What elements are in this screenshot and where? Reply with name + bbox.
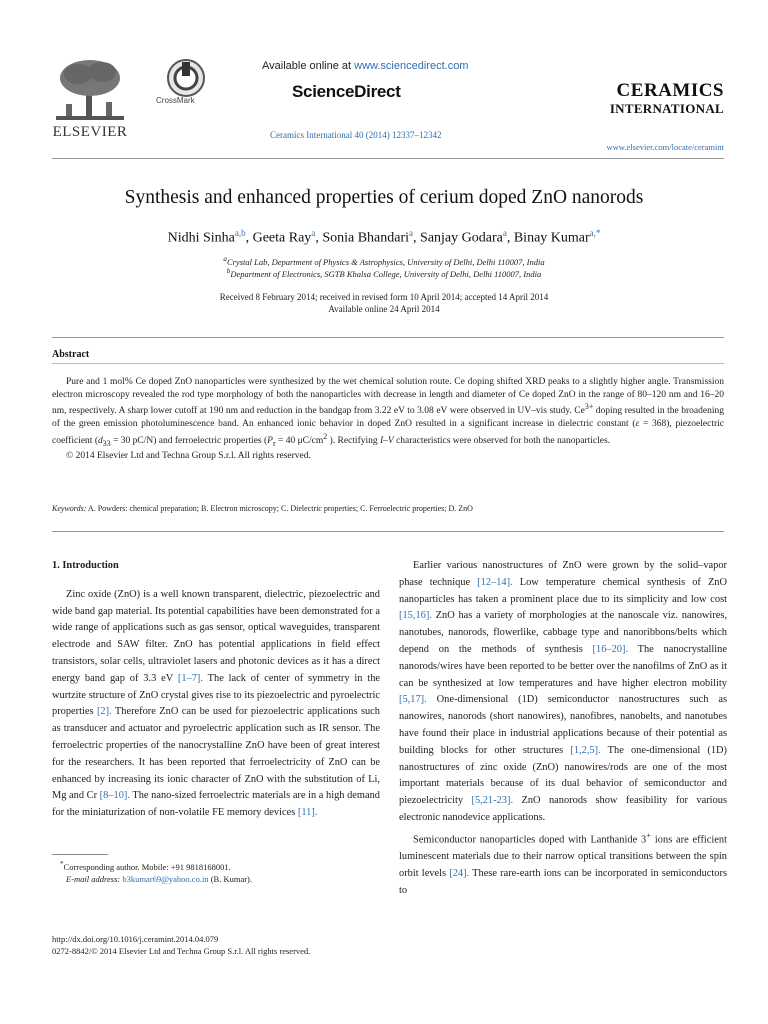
body-text: Zinc oxide (ZnO) is a well known transparent, dielectric, piezoelectric and wide band gap material. Its potential capabilities have been demonstrated for a wide range of applications such as gas sensor, optical waveguides, transparent electrode and SAW filter. ZnO has potential applications in field effect transistors, solar cells, ultraviolet lasers and photonic devices as it has a direct energy band gap of 3.3 eV xyxy=(52,588,380,684)
title-divider xyxy=(52,337,724,338)
author-affiliation-mark[interactable]: a xyxy=(409,228,414,238)
received-dates: Received 8 February 2014; received in revised form 10 April 2014; accepted 14 April 2014 xyxy=(219,292,549,302)
available-online-line xyxy=(262,60,468,72)
abstract-body xyxy=(52,376,724,463)
affiliation-b xyxy=(0,267,768,279)
body-text: Semiconductor nanoparticles doped with Lanthanide 3 xyxy=(413,834,647,846)
citation-link[interactable]: [1–7]. xyxy=(177,672,203,684)
right-column xyxy=(399,558,727,899)
email-footnote xyxy=(52,874,252,884)
citation-link[interactable]: [5,17]. xyxy=(399,694,427,706)
intro-paragraph xyxy=(52,587,380,822)
author-list xyxy=(0,228,768,247)
abstract-symbol: I–V xyxy=(380,435,394,446)
abstract-divider xyxy=(52,363,724,364)
abstract-text: characteristics were observed for both the nanoparticles. xyxy=(393,435,611,446)
author-name: Geeta Ray xyxy=(252,230,312,246)
body-text: The lack of center of symmetry in the wurtzite structure of ZnO crystal gives rise to its piezoelectric and pyroelectric properties xyxy=(52,672,380,718)
affiliation-mark: b xyxy=(226,267,231,275)
journal-reference[interactable]: Ceramics International 40 (2014) 12337–12342 xyxy=(270,130,442,140)
journal-title-line1: CERAMICS xyxy=(616,80,724,101)
abstract-sup: 3+ xyxy=(584,402,594,412)
footnote-rule xyxy=(52,854,108,855)
citation-link[interactable]: [5,21-23]. xyxy=(471,795,514,807)
affiliation-text: Department of Electronics, SGTB Khalsa College, University of Delhi, Delhi 110007, India xyxy=(230,268,542,279)
section-heading-introduction: 1. Introduction xyxy=(52,560,119,571)
citation-link[interactable]: [24]. xyxy=(449,867,470,879)
abstract-text: ). Rectifying xyxy=(327,435,380,446)
citation-link[interactable]: [8–10]. xyxy=(99,790,130,802)
affiliation-a xyxy=(0,255,768,267)
abstract-paragraph xyxy=(52,376,724,450)
citation-link[interactable]: [11]. xyxy=(297,807,318,819)
available-prefix: Available online at xyxy=(262,60,355,72)
abstract-sup: 2 xyxy=(323,431,328,441)
corresponding-author-mark[interactable]: * xyxy=(595,228,601,238)
body-text: ZnO has a variety of morphologies at the nanoscale viz. nanowires, nanotubes, nanorods, flowerlike, cabbage type and nanoribbons/belts which depend on the methods of synthesis xyxy=(399,610,727,655)
available-online-date: Available online 24 April 2014 xyxy=(328,304,440,314)
keywords-line xyxy=(52,504,473,513)
crossmark-label: CrossMark xyxy=(156,96,195,105)
citation-link[interactable]: [1,2,5]. xyxy=(570,744,601,756)
author-affiliation-mark[interactable]: a, xyxy=(589,228,596,238)
author-separator: , xyxy=(413,230,421,246)
elsevier-wordmark: ELSEVIER xyxy=(52,124,128,140)
citation-link[interactable]: [15,16]. xyxy=(399,610,432,622)
body-text: The nano-sized ferroelectric materials are in a high demand for the miniaturization of non-volatile FE memory devices xyxy=(52,790,380,819)
abstract-symbol: d xyxy=(97,435,103,446)
abstract-copyright: © 2014 Elsevier Ltd and Techna Group S.r.l. All rights reserved. xyxy=(66,451,311,462)
body-text: ZnO nanorods show feasibility for various electronic nanodevice applications. xyxy=(399,795,728,823)
email-suffix: (B. Kumar). xyxy=(208,874,252,884)
author-affiliation-mark[interactable]: a xyxy=(311,228,316,238)
author-separator: , xyxy=(245,230,253,246)
journal-url-link[interactable]: www.elsevier.com/locate/ceramint xyxy=(606,142,724,152)
author-name: Binay Kumar xyxy=(513,230,590,246)
left-column xyxy=(52,558,380,822)
sciencedirect-logo: ScienceDirect xyxy=(292,82,401,101)
body-text: These rare-earth ions can be incorporated in semiconductors to xyxy=(399,867,727,896)
author-name: Sanjay Godara xyxy=(420,230,503,246)
body-paragraph xyxy=(399,558,727,827)
body-text: Therefore ZnO can be used for piezoelectric applications such as transducer and actuator and pyroelectric application such as IR sensor. The ferroelectric properties of the nanocrystalline ZnO have been of great interest for the researchers. It has been reported that ferroelectricity of ZnO can be enhanced by increasing its ionic character of ZnO with the substitution of Li, Mg and Cr xyxy=(52,706,380,802)
doi-link[interactable]: http://dx.doi.org/10.1016/j.ceramint.2014.04.079 xyxy=(52,934,219,944)
abstract-symbol: ε xyxy=(635,418,640,429)
keywords-text: A. Powders: chemical preparation; B. Electron microscopy; C. Dielectric properties; C. Ferroelectric properties; D. ZnO xyxy=(86,504,473,513)
abstract-text: Pure and 1 mol% Ce doped ZnO nanoparticles were synthesized by the wet chemical solution route. Ce doping shifted XRD peaks to a slightly higher angle. Transmission electron microscopy revealed the rod type morphology of both the nanoparticles with decrease in length and diameter of Ce doped ZnO in the range of 80–120 nm and 16–20 nm, respectively. A sharp lower cutoff at 190 nm and reduction in the bandgap from 3.22 eV to 3.08 eV were observed in UV–vis study. Ce xyxy=(52,377,724,417)
abstract-text: = 30 pC/N) and ferroelectric properties ( xyxy=(110,435,268,446)
citation-link[interactable]: [2]. xyxy=(96,706,112,718)
corresponding-author-footnote xyxy=(52,860,231,872)
keywords-divider xyxy=(52,531,724,532)
citation-link[interactable]: [12–14]. xyxy=(477,576,513,588)
abstract-text: doping resulted in the broadening of the green emission photoluminescence band. An enhanced ionic behavior in doped ZnO resulted in a significant increase in dielectric constant ( xyxy=(52,406,724,429)
body-text: One-dimensional (1D) semiconductor nanostructures such as nanowires, nanorods (short nanowires), nanofibres, nanobelts, and nanotubes have found their place in industrial applications because of their potential as building blocks for other structures xyxy=(399,694,727,756)
abstract-heading: Abstract xyxy=(52,349,90,360)
body-paragraph xyxy=(399,827,727,900)
header-divider xyxy=(52,158,724,159)
body-text: Earlier various nanostructures of ZnO were grown by the solid–vapor phase technique xyxy=(399,560,727,588)
body-text: The nanocrystalline nanorods/wires have been reported to be better over the nanofilms of ZnO as it can be synthesized at low temperatures and have higher electron mobility xyxy=(399,643,727,689)
abstract-symbol: P xyxy=(267,435,273,446)
abstract-sub: 33 xyxy=(102,438,111,448)
author-name: Nidhi Sinha xyxy=(167,230,235,246)
body-text: Low temperature chemical synthesis of ZnO nanoparticles has taken a prominent place due to its simplicity and low cost xyxy=(399,576,727,605)
abstract-text: = 368), piezoelectric coefficient ( xyxy=(52,418,724,446)
footnote-text: Corresponding author. Mobile: +91 9818168001. xyxy=(63,861,231,872)
author-affiliation-mark[interactable]: a xyxy=(502,228,507,238)
abstract-sub: r xyxy=(272,438,276,448)
abstract-text: = 40 μC/cm xyxy=(275,435,324,446)
email-link[interactable]: b3kumar69@yahoo.co.in xyxy=(122,874,209,884)
affiliation-mark: a xyxy=(223,255,227,263)
sciencedirect-link[interactable]: www.sciencedirect.com xyxy=(354,60,469,72)
email-label: E-mail address: xyxy=(66,874,123,884)
superscript: + xyxy=(646,829,652,840)
citation-link[interactable]: [16–20]. xyxy=(592,643,629,655)
author-affiliation-mark[interactable]: a,b xyxy=(234,228,246,238)
affiliation-text: Crystal Lab, Department of Physics & Astrophysics, University of Delhi, Delhi 110007, India xyxy=(226,256,545,267)
issn-copyright: 0272-8842/© 2014 Elsevier Ltd and Techna Group S.r.l. All rights reserved. xyxy=(52,946,311,956)
author-separator: , xyxy=(315,230,323,246)
body-text: The one-dimensional (1D) nanostructures of zinc oxide (ZnO) nanowires/rods are one of the most important materials because of its dual behavior of semiconductor and piezoelectricity xyxy=(399,744,727,807)
body-text: ions are efficient luminescent materials due to their narrow optical transitions between the spin orbit levels xyxy=(399,834,727,879)
article-title: Synthesis and enhanced properties of cerium doped ZnO nanorods xyxy=(124,187,644,208)
footnote-mark: * xyxy=(60,860,64,868)
author-name: Sonia Bhandari xyxy=(322,230,410,246)
author-separator: , xyxy=(506,230,514,246)
journal-title-line2: INTERNATIONAL xyxy=(609,101,724,116)
keywords-label: Keywords: xyxy=(52,504,87,513)
